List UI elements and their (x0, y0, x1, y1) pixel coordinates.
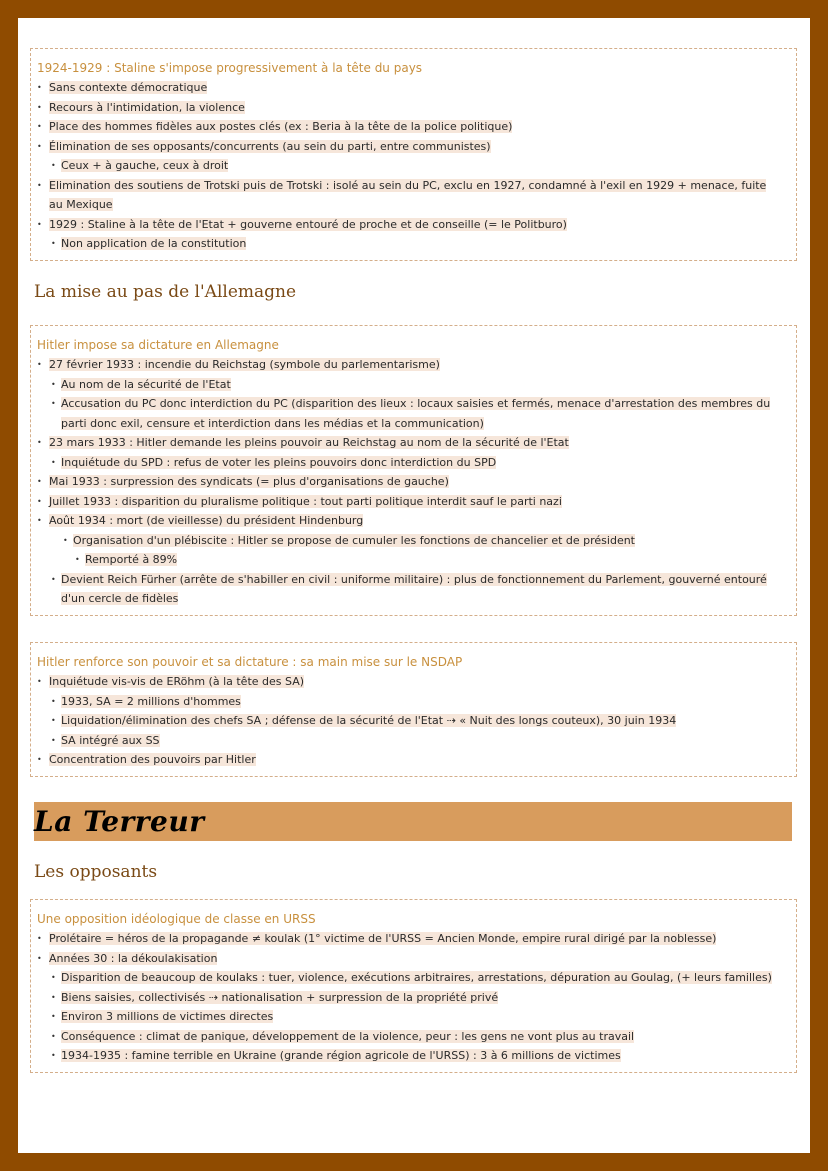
bullet-list (35, 929, 782, 1066)
section-heading-allemagne: La mise au pas de l'Allemagne (34, 282, 297, 302)
list-item (35, 750, 782, 770)
box-title: Hitler impose sa dictature en Allemagne (37, 338, 279, 352)
list-item-text: Sans contexte démocratique (49, 81, 208, 94)
list-item-text: SA intégré aux SS (61, 733, 160, 747)
list-item-text: Devient Reich Fürher (arrête de s'habiller en civil : uniforme militaire) : plus de fonctionnement du Parlement, gouverné entouré d'un cercle de fidèles (61, 572, 767, 605)
box-hitler-nsdap (30, 642, 797, 777)
list-item (35, 472, 782, 492)
list-item-text: Conséquence : climat de panique, développement de la violence, peur : les gens ne vont plus au travail (61, 1029, 635, 1043)
list-item-text: 27 février 1933 : incendie du Reichstag (symbole du parlementarisme) (49, 358, 440, 371)
list-item-text: Prolétaire = héros de la propagande ≠ koulak (1° victime de l'URSS = Ancien Monde, empire rural dirigé par la noblesse) (49, 932, 717, 945)
list-item (35, 692, 782, 712)
list-item-text: 1933, SA = 2 millions d'hommes (61, 694, 241, 708)
list-item (35, 531, 782, 551)
list-item (35, 433, 782, 453)
list-item-text: Biens saisies, collectivisés ⇢ nationalisation + surpression de la propriété privé (61, 990, 499, 1004)
list-item-text: Non application de la constitution (61, 237, 247, 250)
list-item (35, 1007, 782, 1027)
list-item (35, 988, 782, 1008)
bullet-list (35, 355, 782, 609)
box-title: 1924-1929 : Staline s'impose progressivement à la tête du pays (37, 61, 423, 75)
list-item-text: Organisation d'un plébiscite : Hitler se propose de cumuler les fonctions de chancelier et de président (73, 533, 635, 547)
list-item (35, 453, 782, 473)
list-item-text: Inquiétude du SPD : refus de voter les pleins pouvoirs donc interdiction du SPD (61, 455, 497, 469)
list-item-text: 1929 : Staline à la tête de l'Etat + gouverne entouré de proche et de conseille (= le Politburo) (49, 217, 567, 231)
list-item (35, 394, 782, 433)
list-item (35, 355, 782, 375)
list-item-text: 23 mars 1933 : Hitler demande les pleins pouvoir au Reichstag au nom de la sécurité de l'Etat (49, 436, 569, 449)
list-item-text: Accusation du PC donc interdiction du PC (disparition des lieux : locaux saisies et fermés, menace d'arrestation des membres du parti donc exil, censure et interdiction dans les médias et la communication) (61, 397, 771, 430)
box-title: Une opposition idéologique de classe en URSS (37, 912, 316, 926)
list-item (35, 731, 782, 751)
section-heading-opposants: Les opposants (34, 862, 158, 882)
box-staline (30, 48, 797, 261)
list-item (35, 78, 782, 98)
list-item-text: Au nom de la sécurité de l'Etat (61, 377, 231, 391)
list-item-text: Elimination des soutiens de Trotski puis de Trotski : isolé au sein du PC, exclu en 1927, condamné à l'exil en 1929 + menace, fuite au Mexique (49, 178, 767, 211)
list-item-text: Ceux + à gauche, ceux à droit (61, 159, 229, 172)
list-item-text: Inquiétude vis-vis de ERöhm (à la tête des SA) (49, 675, 305, 688)
list-item (35, 375, 782, 395)
list-item (35, 492, 782, 512)
list-item-text: Remporté à 89% (85, 553, 178, 566)
page (18, 18, 810, 1153)
list-item-text: Concentration des pouvoirs par Hitler (49, 753, 256, 766)
list-item (35, 511, 782, 531)
list-item (35, 929, 782, 949)
list-item-text: Recours à l'intimidation, la violence (49, 100, 245, 114)
box-opposition-urss (30, 899, 797, 1073)
list-item-text: Élimination de ses opposants/concurrents (au sein du parti, entre communistes) (49, 139, 491, 153)
list-item-text: Mai 1933 : surpression des syndicats (= plus d'organisations de gauche) (49, 475, 449, 488)
box-title: Hitler renforce son pouvoir et sa dictature : sa main mise sur le NSDAP (37, 655, 463, 669)
list-item (35, 137, 782, 157)
list-item (35, 968, 782, 988)
list-item (35, 117, 782, 137)
chapter-band (34, 802, 792, 841)
list-item (35, 234, 782, 254)
bullet-list (35, 78, 782, 254)
list-item (35, 1046, 782, 1066)
list-item (35, 176, 782, 215)
list-item-text: 1934-1935 : famine terrible en Ukraine (grande région agricole de l'URSS) : 3 à 6 millions de victimes (61, 1049, 621, 1062)
list-item-text: Juillet 1933 : disparition du pluralisme politique : tout parti politique interdit sauf le parti nazi (49, 494, 562, 508)
list-item (35, 949, 782, 969)
chapter-title: La Terreur (34, 805, 205, 838)
list-item (35, 1027, 782, 1047)
list-item (35, 570, 782, 609)
list-item (35, 156, 782, 176)
list-item (35, 98, 782, 118)
list-item (35, 711, 782, 731)
bullet-list (35, 672, 782, 770)
list-item-text: Liquidation/élimination des chefs SA ; défense de la sécurité de l'Etat ⇢ « Nuit des longs couteux), 30 juin 1934 (61, 714, 677, 727)
list-item-text: Place des hommes fidèles aux postes clés (ex : Beria à la tête de la police politique) (49, 120, 513, 133)
list-item-text: Environ 3 millions de victimes directes (61, 1010, 274, 1023)
list-item (35, 672, 782, 692)
list-item (35, 215, 782, 235)
list-item (35, 550, 782, 570)
list-item-text: Août 1934 : mort (de vieillesse) du président Hindenburg (49, 514, 364, 527)
list-item-text: Années 30 : la dékoulakisation (49, 951, 218, 965)
list-item-text: Disparition de beaucoup de koulaks : tuer, violence, exécutions arbitraires, arrestations, dépuration au Goulag, (+ leurs familles) (61, 971, 772, 984)
box-hitler-dictature (30, 325, 797, 616)
